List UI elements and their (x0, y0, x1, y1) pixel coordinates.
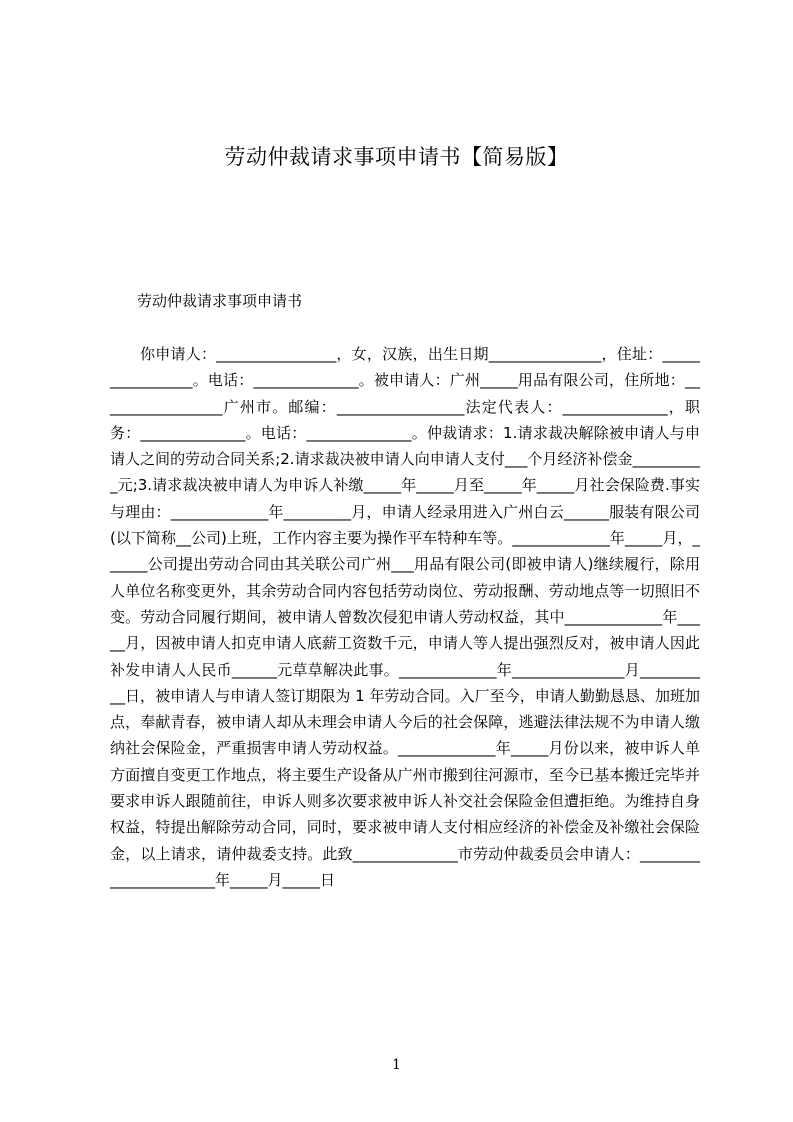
document-body-paragraph: 你申请人：________________，女，汉族，出生日期_______________，住址：________________。电话：______________。被申请人：广州_____用品有限公司，住所地：_________________广州市。邮编：_________________法定代表人：______________，职务：______________。电话：______________。仲裁请求：1.请求裁决解除被申请人与申请人之间的劳动合同关系;2.请求裁决被申请人向申请人支付___个月经济补偿金__________元;3.请求裁决被申请人为申诉人补缴_____年_____月至_____年_____月社会保险费.事实与理由：_____________年_________月，申请人经录用进入广州白云______服装有限公司(以下简称__公司)上班，工作内容主要为操作平车特种车等。_____________年_____月，______公司提出劳动合同由其关联公司广州___用品有限公司(即被申请人)继续履行，除用人单位名称变更外，其余劳动合同内容包括劳动岗位、劳动报酬、劳动地点等一切照旧不变。劳动合同履行期间，被申请人曾数次侵犯申请人劳动权益，其中_____________年_____月，因被申请人扣克申请人底薪工资数千元，申请人等人提出强烈反对，被申请人因此补发申请人人民币______元草草解决此事。_____________年_______________月__________日，被申请人与申请人签订期限为 1 年劳动合同。入厂至今，申请人勤勤恳恳、加班加点，奉献青春，被申请人却从未理会申请人今后的社会保障，逃避法律法规不为申请人缴纳社会保险金，严重损害申请人劳动权益。_____________年_____月份以来，被申诉人单方面擅自变更工作地点，将主要生产设备从广州市搬到往河源市，至今已基本搬迁完毕并要求申诉人跟随前往，申诉人则多次要求被申诉人补交社会保险金但遭拒绝。为维持自身权益，特提出解除劳动合同，同时，要求被申请人支付相应经济的补偿金及补缴社会保险金，以上请求，请仲裁委支持。此致______________市劳动仲裁委员会申请人：______________________年_____月_____日 (110, 345, 700, 889)
document-title: 劳动仲裁请求事项申请书【简易版】 (224, 145, 569, 169)
page-number: 1 (392, 1057, 401, 1073)
document-subtitle: 劳动仲裁请求事项申请书 (137, 292, 303, 310)
